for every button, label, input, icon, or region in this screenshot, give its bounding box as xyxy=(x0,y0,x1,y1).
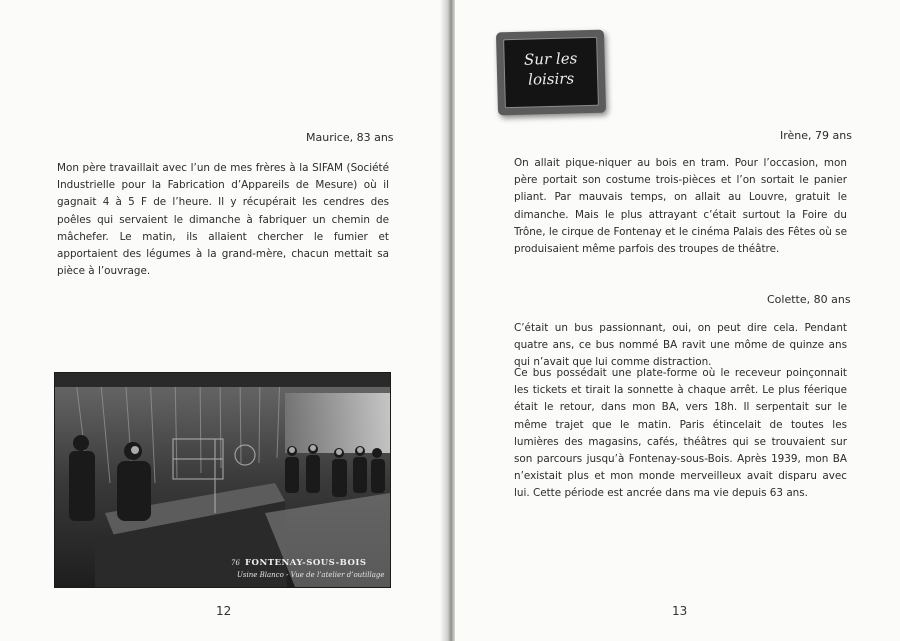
factory-photo xyxy=(54,372,391,588)
paragraph-colette-1: C’était un bus passionnant, oui, on peut dire cela. Pendant quatre ans, ce bus nommé BA ravit une môme de quinze ans qui n’avait que lui comme distraction. xyxy=(514,322,847,369)
page-number-right: 13 xyxy=(672,604,688,618)
slate-title-line-2: loisirs xyxy=(527,69,575,89)
section-slate-label xyxy=(496,30,606,116)
photo-number: 76 xyxy=(231,559,240,567)
factory-photo-image xyxy=(55,373,390,587)
photo-caption-subtitle: Usine Blanco - Vue de l’atelier d’outillage xyxy=(237,571,385,579)
paragraph-maurice: Mon père travaillait avec l’un de mes frères à la SIFAM (Société Industrielle pour la Fabrication d’Appareils de Mesure) où il gagnait 4 à 5 F de l’heure. Il y récupérait les cendres des poêles qui servaient le dimanche à fabriquer un chemin de mâchefer. Le matin, ils allaient chercher le fumier et apportaient des légumes à la grand-mère, chacun mettait sa pièce à l’ouvrage. xyxy=(57,162,389,278)
attribution-maurice: Maurice, 83 ans xyxy=(306,131,394,144)
slate-board xyxy=(503,37,599,108)
slate-title xyxy=(504,48,597,90)
attribution-colette: Colette, 80 ans xyxy=(767,293,851,306)
paragraph-colette-2: Ce bus possédait une plate-forme où le receveur poinçonnait les tickets et tirait la sonnette à chaque arrêt. Le plus féerique était le retour, dans mon BA, vers 18h. Il serpentait sur le même trajet que le matin. Paris étincelait de toutes les lumières des magasins, cafés, théâtres qui se trouvaient sur son parcours jusqu’à Fontenay-sous-Bois. Après 1939, mon BA n’existait plus et mon monde merveilleux avait disparu avec lui. Cette période est ancrée dans ma vie depuis 63 ans. xyxy=(514,367,847,500)
slate-title-line-1: Sur les xyxy=(523,49,578,69)
left-page xyxy=(0,0,447,641)
paragraph-irene: On allait pique-niquer au bois en tram. Pour l’occasion, mon père portait son costume trois-pièces et l’on sortait le panier pliant. Par mauvais temps, on allait au Louvre, gratuit le dimanche. Mais le plus attrayant c’était surtout la Foire du Trône, le cirque de Fontenay et le cinéma Palais des Fêtes où se produisaient même parfois des troupes de théâtre. xyxy=(514,157,847,256)
photo-caption-title: FONTENAY-SOUS-BOIS xyxy=(245,558,367,568)
attribution-irene: Irène, 79 ans xyxy=(780,129,852,142)
page-number-left: 12 xyxy=(216,604,232,618)
